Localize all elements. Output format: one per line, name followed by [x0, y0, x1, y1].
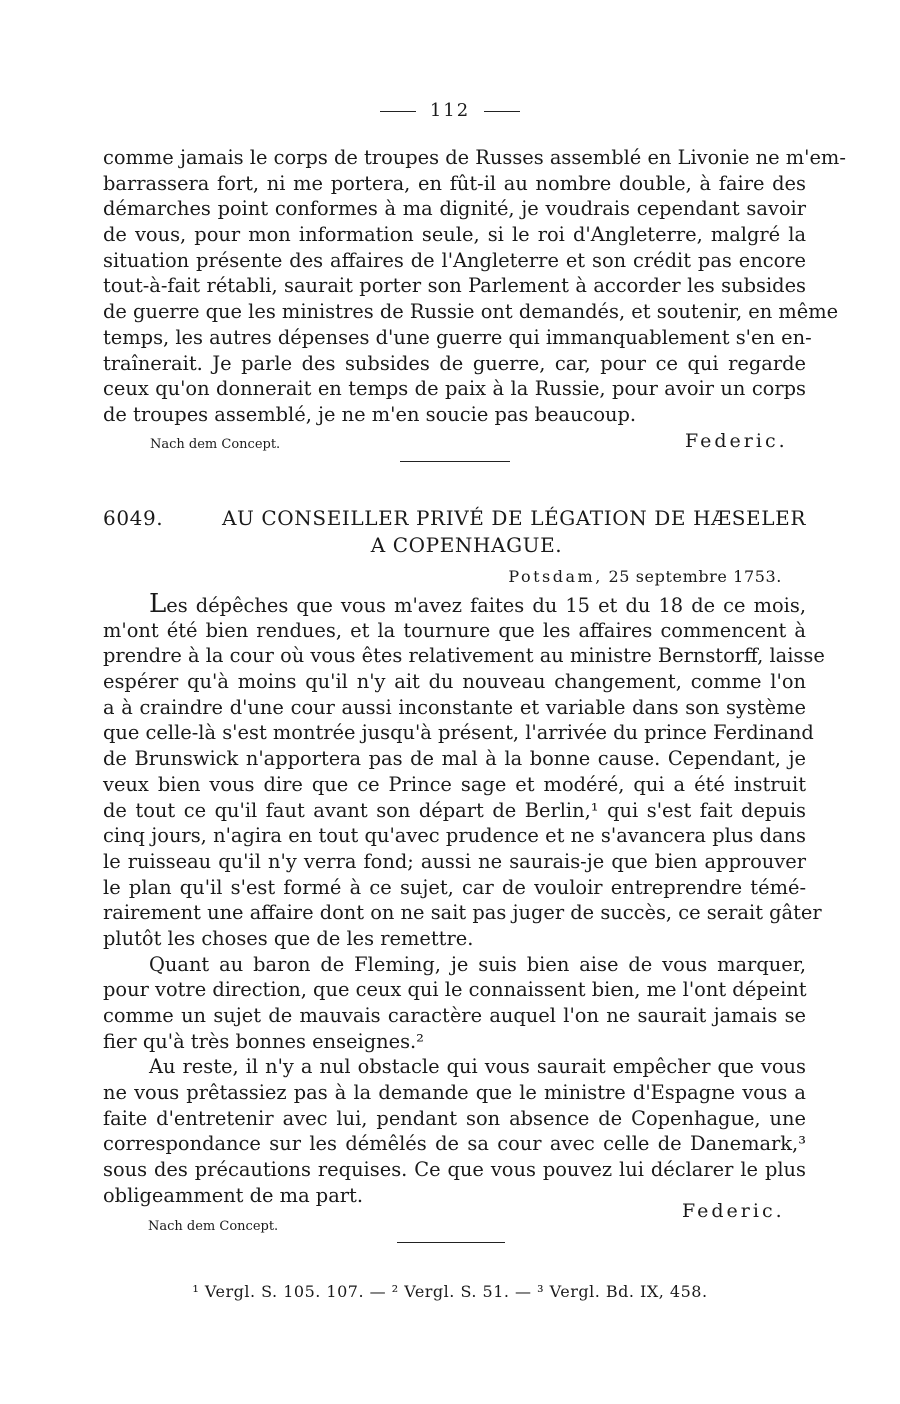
- letter-addressee: AU CONSEILLER PRIVÉ DE LÉGATION DE HÆSELER: [221, 506, 806, 530]
- date: 25 septembre 1753.: [608, 567, 782, 586]
- text-line: plutôt les choses que de les remettre.: [103, 926, 474, 950]
- text-line: que celle-là s'est montrée jusqu'à présent, l'arrivée du prince Ferdinand: [103, 721, 814, 745]
- text-line: de tout ce qu'il faut avant son départ de Berlin,¹ qui s'est fait depuis: [103, 798, 806, 822]
- first-line-text: es dépêches que vous m'avez faites du 15 et du 18 de ce mois,: [166, 594, 806, 617]
- text-line: pour votre direction, que ceux qui le connaissent bien, me l'ont dépeint: [103, 978, 807, 1002]
- text-line: [103, 589, 806, 619]
- text-line: obligeamment de ma part.: [103, 1183, 363, 1207]
- letter-number: 6049.: [103, 506, 164, 530]
- drop-cap: L: [149, 589, 167, 619]
- text-line: Au reste, il n'y a nul obstacle qui vous saurait empêcher que vous: [149, 1055, 806, 1079]
- text-line: espérer qu'à moins qu'il n'y ait du nouveau changement, comme l'on: [103, 670, 806, 694]
- signature: Federic.: [682, 1200, 785, 1222]
- header-dash-left: [380, 111, 416, 112]
- text-line: situation présente des affaires de l'Angleterre et son crédit pas encore: [103, 248, 806, 272]
- text-line: sous des précautions requises. Ce que vous pouvez lui déclarer le plus: [103, 1158, 806, 1182]
- text-line: ceux qu'on donnerait en temps de paix à la Russie, pour avoir un corps: [103, 377, 806, 401]
- text-line: cinq jours, n'agira en tout qu'avec prudence et ne s'avancera plus dans: [103, 824, 806, 848]
- text-line: prendre à la cour où vous êtes relativement au ministre Bernstorff, laisse: [103, 644, 825, 668]
- text-line: barrassera fort, ni me portera, en fût-il au nombre double, à faire des: [103, 171, 806, 195]
- footnote-divider: [397, 1242, 505, 1243]
- footnotes: ¹ Vergl. S. 105. 107. — ² Vergl. S. 51. — ³ Vergl. Bd. IX, 458.: [192, 1282, 708, 1301]
- text-line: ne vous prêtassiez pas à la demande que le ministre d'Espagne vous a: [103, 1081, 806, 1105]
- page-number: 112: [429, 100, 471, 121]
- section-divider: [400, 461, 510, 462]
- letter-destination: A COPENHAGUE.: [370, 533, 563, 557]
- text-line: de troupes assemblé, je ne m'en soucie pas beaucoup.: [103, 402, 637, 426]
- text-line: comme un sujet de mauvais caractère auquel l'on ne saurait jamais se: [103, 1004, 806, 1027]
- text-line: le ruisseau qu'il n'y verra fond; aussi ne saurais-je que bien approuver: [103, 849, 806, 873]
- text-line: le plan qu'il s'est formé à ce sujet, car de vouloir entreprendre témé-: [103, 875, 806, 899]
- signature: Federic.: [685, 430, 788, 452]
- previous-letter-text: [103, 145, 846, 428]
- page-header: [0, 100, 900, 121]
- text-line: de Brunswick n'apportera pas de mal à la bonne cause. Cependant, je: [103, 747, 806, 771]
- text-line: traînerait. Je parle des subsides de guerre, car, pour ce qui regarde: [103, 351, 806, 375]
- text-line: tout-à-fait rétabli, saurait porter son Parlement à accorder les subsides: [103, 274, 806, 298]
- text-line: a à craindre d'une cour aussi inconstante et variable dans son système: [103, 695, 806, 719]
- text-line: rairement une affaire dont on ne sait pas juger de succès, ce serait gâter: [103, 901, 822, 925]
- letter-body: [103, 589, 825, 1209]
- text-line: correspondance sur les démêlés de sa cour avec celle de Danemark,³: [103, 1132, 806, 1156]
- text-line: de vous, pour mon information seule, si le roi d'Angleterre, malgré la: [103, 223, 806, 247]
- text-line: de guerre que les ministres de Russie ont demandés, et soutenir, en même: [103, 300, 839, 324]
- text-line: m'ont été bien rendues, et la tournure que les affaires commencent à: [103, 618, 806, 642]
- text-line: fier qu'à très bonnes enseignes.²: [103, 1029, 424, 1053]
- text-line: temps, les autres dépenses d'une guerre qui immanquablement s'en en-: [103, 325, 812, 349]
- text-line: Quant au baron de Fleming, je suis bien aise de vous marquer,: [149, 952, 806, 976]
- place: Potsdam,: [508, 567, 603, 586]
- concept-note: Nach dem Concept.: [148, 1219, 279, 1234]
- letter-heading: [103, 505, 806, 559]
- text-line: veux bien vous dire que ce Prince sage et modéré, qui a été instruit: [103, 772, 806, 796]
- header-dash-right: [484, 111, 520, 112]
- text-line: faite d'entretenir avec lui, pendant son absence de Copenhague, une: [103, 1106, 806, 1130]
- dateline: [508, 567, 782, 586]
- concept-note: Nach dem Concept.: [150, 437, 281, 452]
- text-line: comme jamais le corps de troupes de Russes assemblé en Livonie ne m'em-: [103, 146, 846, 169]
- text-line: démarches point conformes à ma dignité, je voudrais cependant savoir: [103, 197, 806, 221]
